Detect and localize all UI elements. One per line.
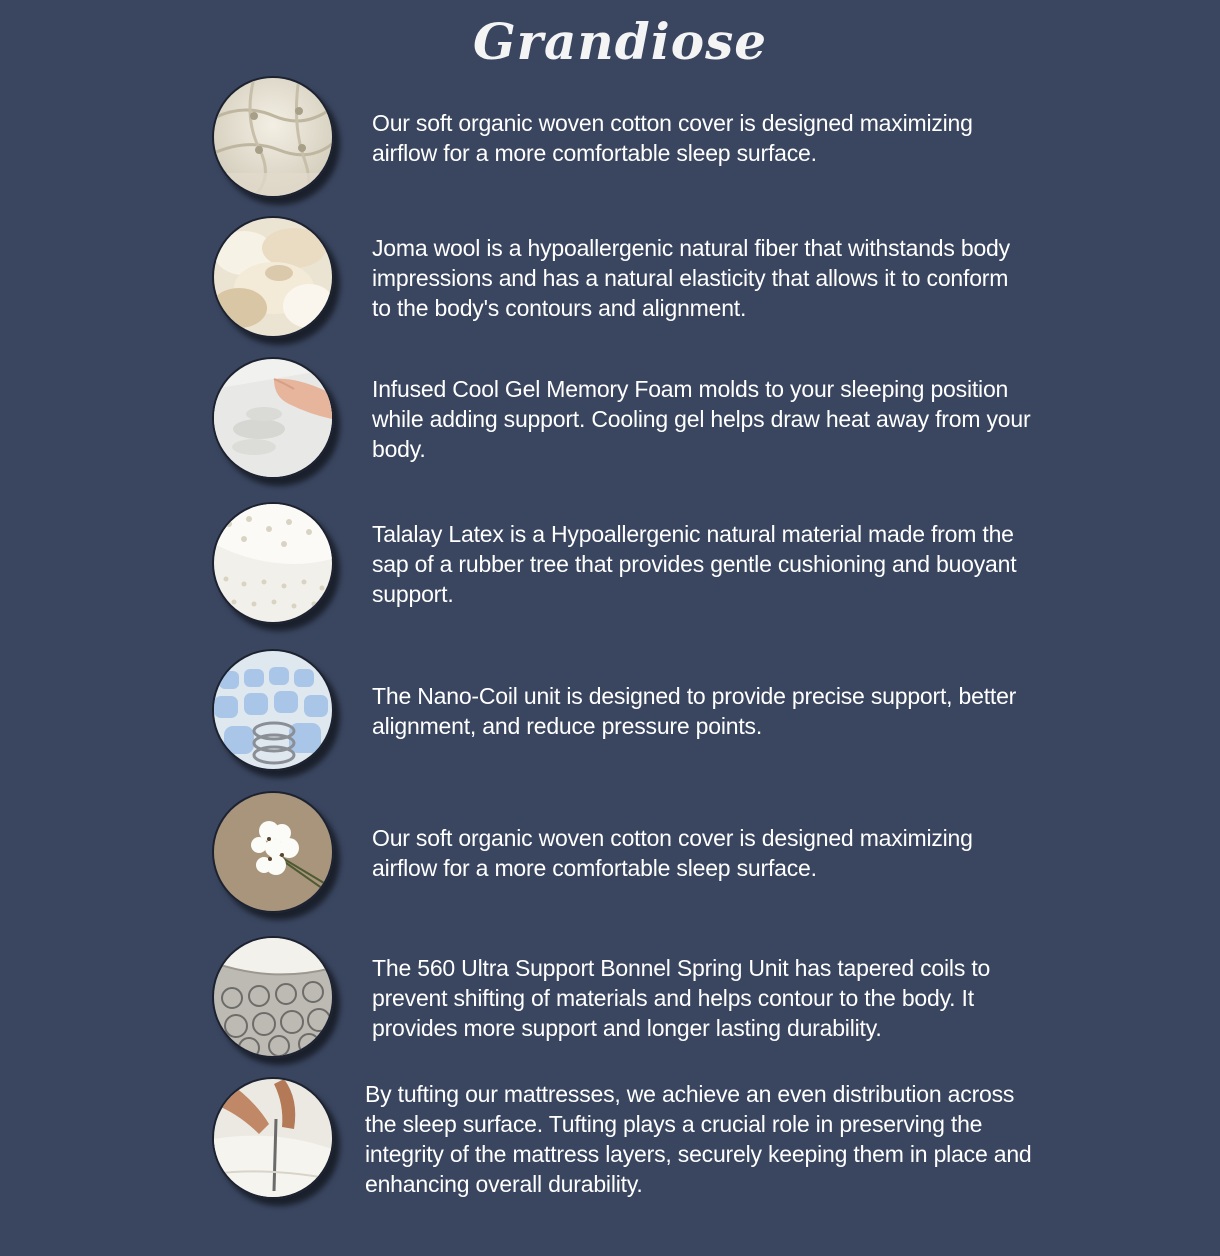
- feature-text-wool: Joma wool is a hypoallergenic natural fiber that withstands body impressions and has a natural elasticity that allows it to conform to the body's contours and alignment.: [372, 235, 1010, 321]
- feature-row-nano-coil: [212, 649, 1032, 773]
- cotton-flower-image: [212, 791, 334, 913]
- tufting-hands-image: [212, 1077, 334, 1199]
- feature-text-cotton: Our soft organic woven cotton cover is designed maximizing airflow for a more comfortable sleep surface.: [372, 825, 973, 881]
- feature-text-memory-foam: Infused Cool Gel Memory Foam molds to your sleeping position while adding support. Cooling gel helps draw heat away from your body.: [372, 376, 1031, 462]
- bonnel-spring-image: [212, 936, 334, 1058]
- feature-row-memory-foam: [212, 357, 1032, 481]
- feature-row-wool: [212, 216, 1032, 340]
- feature-text-quilted-cover: Our soft organic woven cotton cover is designed maximizing airflow for a more comfortable sleep surface.: [372, 110, 973, 166]
- feature-row-tufting: [212, 1077, 1032, 1201]
- feature-row-cotton: [212, 791, 1032, 915]
- latex-foam-image: [212, 502, 334, 624]
- nano-coil-image: [212, 649, 334, 771]
- feature-text-tufting: By tufting our mattresses, we achieve an even distribution across the sleep surface. Tufting plays a crucial role in preserving the integrity of the mattress layers, securely keeping them in place and enhancing overall durability.: [365, 1081, 1032, 1197]
- feature-row-latex: [212, 502, 1032, 626]
- quilted-cover-image: [212, 76, 334, 198]
- memory-foam-image: [212, 357, 334, 479]
- feature-text-nano-coil: The Nano-Coil unit is designed to provide precise support, better alignment, and reduce pressure points.: [372, 683, 1017, 739]
- feature-row-quilted-cover: [212, 76, 1032, 200]
- feature-text-latex: Talalay Latex is a Hypoallergenic natural material made from the sap of a rubber tree that provides gentle cushioning and buoyant support.: [372, 521, 1017, 607]
- feature-row-bonnel-spring: [212, 936, 1032, 1060]
- page-title: Grandiose: [472, 12, 768, 71]
- wool-fiber-image: [212, 216, 334, 338]
- feature-text-bonnel-spring: The 560 Ultra Support Bonnel Spring Unit has tapered coils to prevent shifting of materials and helps contour to the body. It provides more support and longer lasting durability.: [372, 955, 991, 1041]
